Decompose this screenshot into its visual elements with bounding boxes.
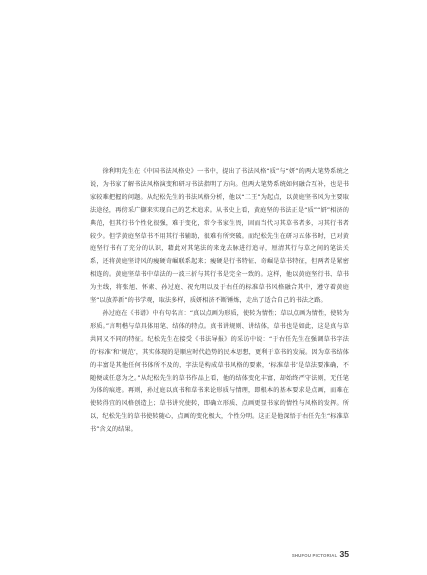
page-footer xyxy=(292,549,349,559)
article-paragraph-1: 徐利明先生在《中国书法风格史》一书中，提出了书法风格“质”与“妍”的两大笔势系统之说，为书家了解书法风格演变和研习书法指明了方向。但两大笔势系统如何融合互补，也是书家较难把握的问题。从纪松先生的书法风格分析，他以“二王”为起点，以黄庭坚书风为主要取法途径，再傍采广撷来实现自己的艺术追求。从书史上看，黄庭坚的书法正是“质”“妍”相济的典范，但其行书个性化很强，难于变化，常令书家生畏，固而当代习其草书者多，习其行书者较少。但学黄庭坚草书不用其行书辅助，很难有所突破。而纪松先生在研习五体书时，已对黄庭坚行书有了充分的认识，藉此对其笔法的来龙去脉进行追寻，厘清其行与草之间的笔法关系，还将黄庭坚诗风的瘦硬奇崛联系起来；瘦硬是行书特征、奇崛是草书特征，但两者是紧密相连的。黄庭坚草书中草法的一波三折与其行书是完全一致的。这样，他以黄庭坚行书、草书为主线，将张旭、怀素、孙过庭、祝允明以及于右任的标准草书风格融合其中，遵守着黄庭坚“以放养新”的书学观，取法多样，质妍相济不断锤炼，走出了适合自己的书法之路。 xyxy=(90,168,349,305)
publication-name: SHUFOU PICTORIAL xyxy=(291,553,338,558)
article-paragraph-2: 孙过庭在《书谱》中有句名言：“真以点画为形质，使转为情性；草以点画为情性，使转为形质。”言明楷与草具体用笔、结体的特点。真书讲规则、讲结体，草书也是如此，这是真与草共同又不同的特征。纪松先生在接受《书法导报》的采访中说：“于右任先生在强调草书字法的‘标准’和‘规范’，其实体现的是顺应时代趋势的民本思想，更利于草书的发展。因为草书结体的丰富是其他任何书体所不及的，字法是构成草书风格的要素，‘标准草书’是草法要准确，不随便或任意为之。”从纪松先生的草书作品上看，他的结体变化丰富，却始终严守法则，无任笔为体的痕迹。再则，孙过庭以真书和草书来论形质与情理，即根本的基本要求是点画，而难在使转得宜的风格创造上；草书讲究使转，即确立形质、点画更显书家的情性与风格的发挥。所以，纪松先生的草书使转随心，点画的变化极大，个性分明。这正是他深悟于右任先生“标准草书”含义的结果。 xyxy=(90,309,349,434)
page-number: 35 xyxy=(339,549,349,559)
article-body xyxy=(90,166,349,437)
